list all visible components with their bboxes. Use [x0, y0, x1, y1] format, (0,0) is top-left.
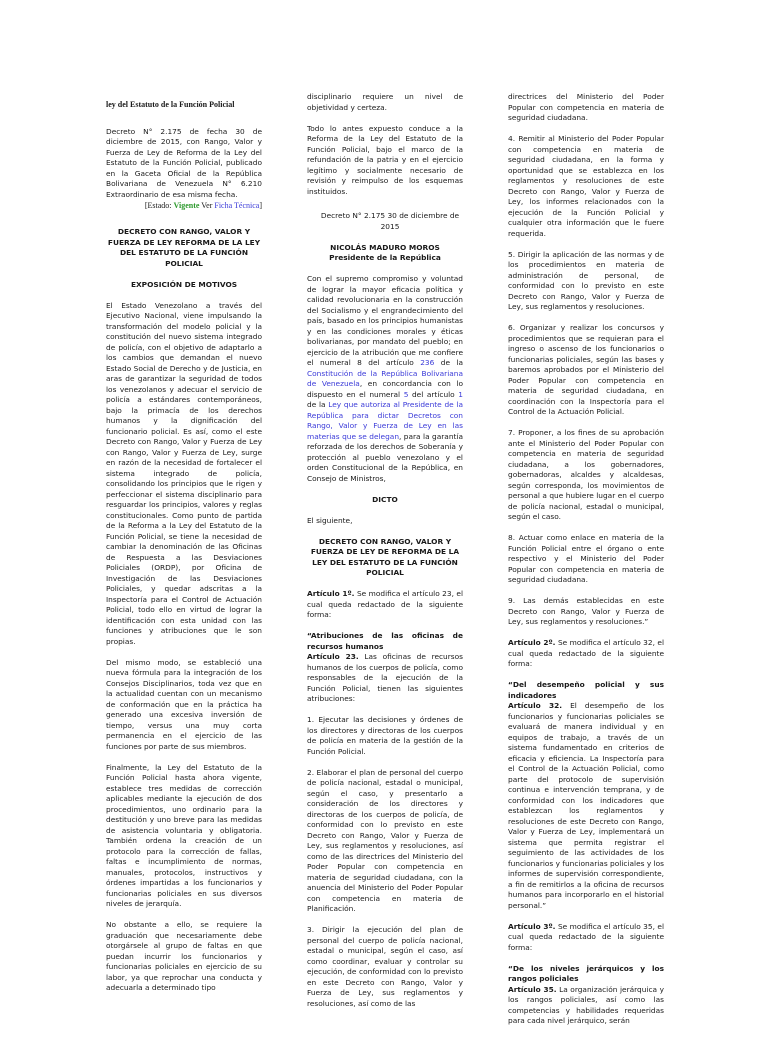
article-3-paragraph — [508, 922, 664, 954]
president-name: NICOLÁS MADURO MOROS — [330, 242, 440, 252]
document-title: ley del Estatuto de la Función Policial — [106, 100, 235, 109]
main-heading: DECRETO CON RANGO, VALOR Y FUERZA DE LEY REFORMA DE LA LEY DEL ESTATUTO DE LA FUNCIÓN POLICIAL — [107, 227, 261, 268]
column3-paragraph-1: directrices del Ministerio del Poder Popular con competencia en materia de seguridad ciudadana. — [508, 92, 664, 122]
column2-paragraph-1: disciplinario requiere un nivel de objetividad y certeza. — [307, 92, 463, 112]
status-prefix: [Estado: — [144, 200, 174, 210]
ficha-tecnica-link[interactable]: Ficha Técnica — [214, 200, 260, 210]
numeral-5-link[interactable]: 5 — [403, 389, 409, 399]
dicto-heading: DICTO — [372, 494, 398, 504]
text-run: , para la garantía reforzada de los derechos de Soberanía y protección al pueblo venezolano y el orden Constitucional de la República, en Consejo de Ministros, — [307, 431, 463, 483]
motivos-paragraph-2: Del mismo modo, se estableció una nueva fórmula para la integración de los Consejos Disciplinarios, toda vez que en la actualidad cuentan con un mecanismo de conformación que en la práctica ha generado una excesiva inversión de tiempo, versus una muy corta permanencia en el ejercicio de las funciones por parte de sus miembros. — [106, 657, 262, 751]
text-run: del artículo — [408, 389, 459, 399]
motivos-paragraph-1: El Estado Venezolano a través del Ejecutivo Nacional, viene impulsando la transformación del modelo policial y la constitución del nuevo sistema integrado de policía, con el objetivo de adaptarlo a los cambios que demandan el nuevo Estado Social de Derecho y de Justicia, en aras de garantizar la seguridad de todos los venezolanos y adecuar el servicio de policía a estándares contemporáneos, bajo la primacía de los derechos humanos y la dignificación del funcionario policial. Es así, como el este Decreto con Rango, Valor y Fuerza de Ley con Rango, Valor y Fuerza de Ley, surge en razón de la necesidad de fortalecer el sistema integrado de policía, consolidando los principios que le rigen y perfeccionar el sistema disciplinario para resguardar los principios, valores y reglas constitucionales. Como punto de partida de la Reforma a la Ley del Estatuto de la Función Policial, se tiene la necesidad de cambiar la denominación de las Oficinas de Respuesta a las Desviaciones Policiales (ORDP), por Oficina de Investigación de las Desviaciones Policiales, y quedar adscritas a la Inspectoría para el Control de Actuación Policial, todo ello en virtud de lograr la identificación con esta unidad con las funciones y atribuciones que le son propias. — [106, 300, 262, 646]
list-item-5: 5. Dirigir la aplicación de las normas y de los procedimientos en materia de administración de personal, de conformidad con lo previsto en este Decreto con Rango, Valor y Fuerza de Ley, sus reglamentos y resoluciones. — [508, 249, 664, 311]
article-2-label: Artículo 2º. — [508, 638, 556, 647]
considerando-paragraph — [307, 274, 463, 484]
list-item-4: 4. Remitir al Ministerio del Poder Popular con competencia en materia de seguridad ciudadana, en la forma y oportunidad que se establezca en los reglamentos y resoluciones de este Decreto con Rango, Valor y Fuerza de Ley, los informes relacionados con la ejecución de la Función Policial y cualquier otra información que le fuere requerida. — [508, 134, 664, 238]
column2-paragraph-2: Todo lo antes expuesto conduce a la Reforma de la Ley del Estatuto de la Función Policial, bajo el marco de la refundación de la patria y en el ejercicio legítimo y socialmente necesario de revisión y reimpulso de los esquemas instituidos. — [307, 123, 463, 196]
article-35-text: La organización jerárquica y los rangos policiales, así como las competencias y habilidades requeridas para cada nivel jerárquico, serán — [508, 984, 664, 1025]
status-line — [106, 201, 262, 212]
text-run: de la — [307, 400, 329, 409]
article-1-link[interactable]: 1 — [458, 389, 463, 399]
article-1-label: Artículo 1º. — [307, 589, 355, 598]
article-23-label: Artículo 23. — [307, 652, 359, 661]
status-mid: Ver — [199, 200, 215, 210]
list-item-7: 7. Proponer, a los fines de su aprobación ante el Ministerio del Poder Popular con competencia en materia de seguridad ciudadana, a los gobernadores, gobernadoras, alcaldes y alcaldesas, según corresponda, los movimientos de personal a que hubiere lugar en el cuerpo de policía nacional, estadal o municipal, según el caso. — [508, 428, 664, 521]
decree-heading: DECRETO CON RANGO, VALOR Y FUERZA DE LEY DE REFORMA DE LA LEY DEL ESTATUTO DE LA FUNCIÓN POLICIAL — [310, 536, 460, 577]
president-title: Presidente de la República — [329, 253, 441, 262]
article-32-text: El desempeño de los funcionarios y funcionarias policiales se evaluará de manera individual y en equipos de trabajo, a través de un sistema fundamentado en criterios de eficacia y eficiencia. La Inspectoría para el Control de la Actuación Policial, como parte del protocolo de supervisión continua e intervención temprana, y de conformidad con los indicadores que establezcan los reglamentos y resoluciones de este Decreto con Rango, Valor y Fuerza de Ley, implementará un sistema que permita registrar el seguimiento de las actividades de los funcionarios y funcionarias policiales y los informes de supervisión correspondiente, a fin de remitirlos a la oficina de recursos humanos para incorporarlo en el historial personal.” — [508, 701, 664, 910]
list-item-1: 1. Ejecutar las decisiones y órdenes de los directores y directoras de los cuerpos de policía en materia de la gestión de la Función Policial. — [307, 715, 463, 756]
intro-paragraph: Decreto N° 2.175 de fecha 30 de diciembre de 2015, con Rango, Valor y Fuerza de Ley de Reforma de la Ley del Estatuto de la Función Policial, publicado en la Gaceta Oficial de la República Bolivariana de Venezuela N° 6.210 Extraordinario de esa misma fecha. — [106, 126, 262, 199]
list-item-9: 9. Las demás establecidas en este Decreto con Rango, Valor y Fuerza de Ley, sus reglamentos y resoluciones.” — [508, 596, 664, 626]
article-23-text: Las oficinas de recursos humanos de los cuerpos de policía, como responsables de la ejecución de la Función Policial, tienen las siguientes atribuciones: — [307, 652, 463, 703]
article-32-title: “Del desempeño policial y sus indicadores — [508, 680, 664, 700]
decreto-line: Decreto N° 2.175 30 de diciembre de 2015 — [320, 211, 460, 231]
column-1 — [106, 100, 262, 1004]
article-1-paragraph — [307, 589, 463, 621]
article-32-paragraph — [508, 680, 664, 911]
status-suffix: ] — [259, 200, 262, 210]
article-35-title: “De los niveles jerárquicos y los rangos policiales — [508, 963, 664, 983]
article-3-text: Se modifica el artículo 35, el cual queda redactado de la siguiente forma: — [508, 921, 664, 952]
text-run: de la — [434, 358, 463, 367]
list-item-3: 3. Dirigir la ejecución del plan de personal del cuerpo de policía nacional, estadal o municipal, según el caso, así como coordinar, evaluar y controlar su ejecución, de conformidad con lo previsto en este Decreto con Rango, Valor y Fuerza de Ley, sus reglamentos y resoluciones, así como de las — [307, 925, 463, 1008]
column-2 — [307, 92, 463, 1020]
list-item-2: 2. Elaborar el plan de personal del cuerpo de policía nacional, estadal o municipal, según el caso, y presentarlo a consideración de los directores y directoras de los cuerpos de policía, de conformidad con lo previsto en este Decreto con Rango, Valor y Fuerza de Ley, sus reglamentos y resoluciones, así como de las directrices del Ministerio del Poder Popular con competencia en materia de seguridad ciudadana, con la anuencia del Ministerio del Poder Popular con competencia en materia de Planificación. — [307, 767, 463, 913]
article-3-label: Artículo 3º. — [508, 921, 556, 931]
text-run: Con el supremo compromiso y voluntad de lograr la mayor eficacia política y calidad revolucionaria en la construcción del Socialismo y el engrandecimiento del país, basado en los principios humanistas y en las condiciones morales y éticas bolivarianas, por mandato del pueblo; en ejercicio de la atribución que me confiere el numeral 8 del artículo — [307, 274, 463, 367]
status-value: Vigente — [173, 200, 200, 210]
list-item-6: 6. Organizar y realizar los concursos y procedimientos que se requieran para el ingreso o ascenso de los funcionarios o funcionarias policiales, según las bases y baremos aprobados por el Ministerio del Poder Popular con competencia en materia de seguridad ciudadana, en coordinación con la Inspectoría para el Control de la Actuación Policial. — [508, 323, 664, 416]
motivos-paragraph-4: No obstante a ello, se requiere la graduación que necesariamente debe otorgársele al grupo de faltas en que puedan incurrir los funcionarios y funcionarias policiales en ejercicio de su labor, ya que reprochar una conducta y adecuarla a determinado tipo — [106, 920, 262, 992]
president-block — [307, 243, 463, 264]
article-23-title: “Atribuciones de las oficinas de recursos humanos — [307, 631, 463, 651]
article-2-paragraph — [508, 638, 664, 670]
constitution-link[interactable]: Constitución de la República Bolivariana de Venezuela — [307, 368, 463, 388]
text-run: , en concordancia con lo dispuesto en el numeral — [307, 379, 463, 399]
motivos-paragraph-3: Finalmente, la Ley del Estatuto de la Función Policial hasta ahora vigente, establece tres medidas de corrección aplicables mediante la ejecución de dos procedimientos, uno ordinario para la destitución y uno breve para las medidas de asistencia voluntaria y obligatoria. También ordena la creación de un protocolo para la corrección de fallas, faltas e incumplimiento de normas, manuales, protocolos, instructivos y órdenes impartidas a los funcionarios y funcionarias policiales en sus diversos niveles de jerarquía. — [106, 762, 262, 908]
ley-habilitante-link[interactable]: Ley que autoriza al Presidente de la República para dictar Decretos con Rango, Valor y Fuerza de Ley en las materias que se delegan — [307, 400, 463, 441]
column-3 — [508, 92, 664, 1037]
article-23-paragraph — [307, 631, 463, 705]
siguiente-text: El siguiente, — [307, 515, 353, 525]
article-32-label: Artículo 32. — [508, 701, 563, 710]
exposicion-heading: EXPOSICIÓN DE MOTIVOS — [130, 279, 238, 289]
article-35-label: Artículo 35. — [508, 984, 557, 994]
article-2-text: Se modifica el artículo 32, el cual queda redactado de la siguiente forma: — [508, 638, 664, 668]
article-236-link[interactable]: 236 — [420, 358, 435, 367]
article-1-text: Se modifica el artículo 23, el cual queda redactado de la siguiente forma: — [307, 589, 463, 619]
article-35-paragraph — [508, 964, 664, 1027]
list-item-8: 8. Actuar como enlace en materia de la Función Policial entre el órgano o ente respectivo y el Ministerio del Poder Popular con competencia en materia de seguridad ciudadana. — [508, 533, 664, 584]
